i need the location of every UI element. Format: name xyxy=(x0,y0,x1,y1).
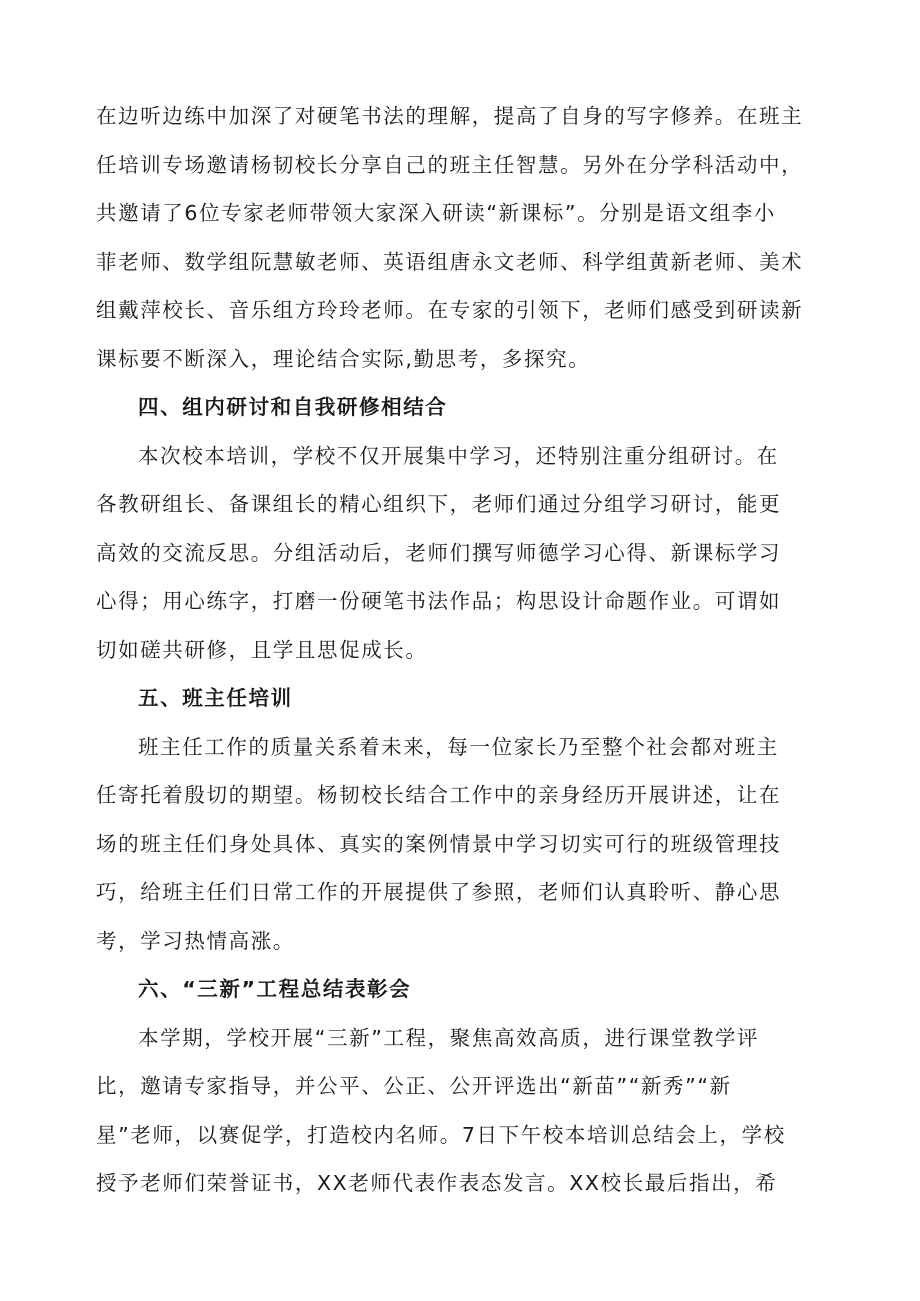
paragraph xyxy=(96,1020,836,1214)
paragraph xyxy=(96,438,836,681)
text-line: 心得；用心练字，打磨一份硬笔书法作品；构思设计命题作业。可谓如 xyxy=(96,589,782,613)
text-line: 考，学习热情高涨。 xyxy=(96,928,295,953)
text-line: 巧，给班主任们日常工作的开展提供了参照，老师们认真聆听、静心思 xyxy=(96,880,782,904)
text-line: 课标要不断深入，理论结合实际,勤思考，多探究。 xyxy=(96,346,591,371)
text-line: 本学期，学校开展“三新”工程，聚焦高效高质，进行课堂教学评 xyxy=(138,1025,760,1050)
section-heading: 六、“三新”工程总结表彰会 xyxy=(138,977,412,1001)
text-line: 各教研组长、备课组长的精心组织下，老师们通过分组学习研讨，能更 xyxy=(96,492,782,516)
document-body xyxy=(96,98,836,1214)
text-line: 班主任工作的质量关系着未来，每一位家长乃至整个社会都对班主 xyxy=(138,734,779,759)
text-line: 星”老师，以赛促学，打造校内名师。7日下午校本培训总结会上，学校 xyxy=(96,1122,786,1147)
text-line: 比，邀请专家指导，并公平、公正、公开评选出“新苗”“新秀”“新 xyxy=(96,1074,732,1098)
text-line: 组戴萍校长、音乐组方玲玲老师。在专家的引领下，老师们感受到研读新 xyxy=(96,298,804,322)
section-heading: 五、班主任培训 xyxy=(138,686,293,710)
text-line: 场的班主任们身处具体、真实的案例情景中学习切实可行的班级管理技 xyxy=(96,831,782,856)
paragraph xyxy=(96,729,836,972)
paragraph-continued xyxy=(96,98,836,389)
text-line: 高效的交流反思。分组活动后，老师们撰写师德学习心得、新课标学习 xyxy=(96,540,782,565)
text-line: 共邀请了6位专家老师带领大家深入研读“新课标”。分别是语文组李小 xyxy=(96,201,776,225)
text-line: 菲老师、数学组阮慧敏老师、英语组唐永文老师、科学组黄新老师、美术 xyxy=(96,249,804,274)
text-line: 任寄托着殷切的期望。杨韧校长结合工作中的亲身经历开展讲述，让在 xyxy=(96,783,782,807)
text-line: 授予老师们荣誉证书，XX老师代表作表态发言。XX校长最后指出，希 xyxy=(96,1171,778,1195)
text-line: 在边听边练中加深了对硬笔书法的理解，提高了自身的写字修养。在班主 xyxy=(96,104,804,128)
text-line: 切如磋共研修，且学且思促成长。 xyxy=(96,637,428,662)
section-heading: 四、组内研讨和自我研修相结合 xyxy=(138,395,448,419)
text-line: 任培训专场邀请杨韧校长分享自己的班主任智慧。另外在分学科活动中， xyxy=(96,152,804,177)
text-line: 本次校本培训，学校不仅开展集中学习，还特别注重分组研讨。在 xyxy=(138,443,779,468)
